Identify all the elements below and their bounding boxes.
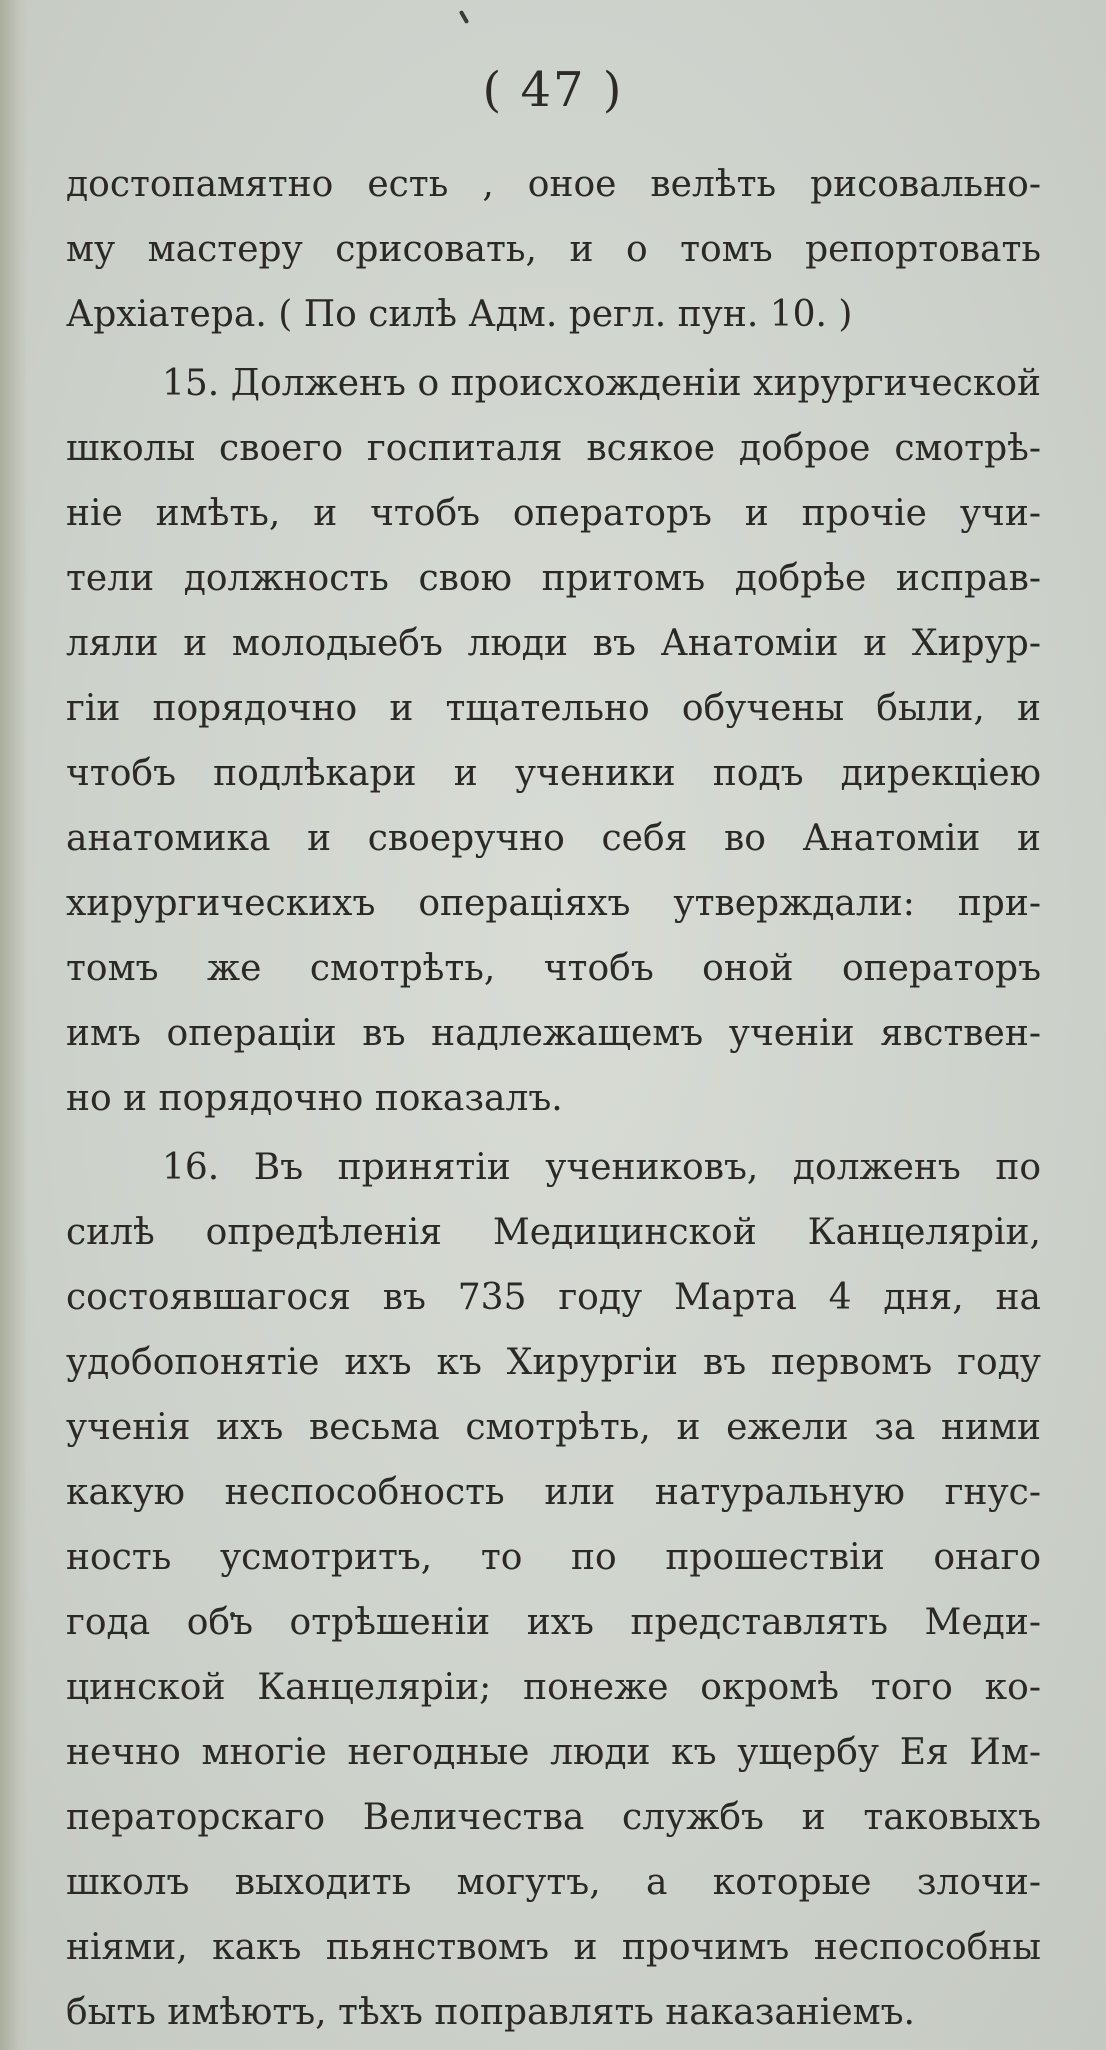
text-line: му мастеру срисовать, и о томъ репортовать — [66, 229, 1041, 270]
text-line: школъ выходить могутъ, а которые злочи- — [66, 1862, 1041, 1903]
text-line: ператорскаго Величества службъ и таковыхъ — [66, 1797, 1041, 1838]
text-line: удобопонятіе ихъ къ Хирургіи въ первомъ году — [66, 1342, 1041, 1383]
text-line: ніе имѣть, и чтобъ операторъ и прочіе учи- — [66, 493, 1041, 534]
text-line: силѣ опредѣленія Медицинской Канцеляріи, — [66, 1212, 1041, 1253]
page-edge-shadow — [0, 0, 28, 2050]
text-line: анатомика и своеручно себя во Анатоміи и — [66, 818, 1041, 859]
text-line: ность усмотритъ, то по прошествіи онаго — [66, 1537, 1041, 1578]
text-line: ученія ихъ весьма смотрѣть, и ежели за ними — [66, 1407, 1041, 1448]
text-line: гіи порядочно и тщательно обучены были, и — [66, 688, 1041, 729]
page-number: ( 47 ) — [482, 62, 624, 118]
body-text — [66, 152, 1041, 2045]
paragraph-16-start: 16. Въ принятіи учениковъ, долженъ по — [162, 1147, 1041, 1188]
text-line: достопамятно есть , оное велѣть рисовально- — [66, 164, 1041, 205]
text-line: чтобъ подлѣкари и ученики подъ дирекціею — [66, 753, 1041, 794]
text-line: какую неспособность или натуральную гнус- — [66, 1472, 1041, 1513]
text-line: томъ же смотрѣть, чтобъ оной операторъ — [66, 948, 1041, 989]
text-line: года объ отрѣшеніи ихъ представлять Меди- — [66, 1602, 1041, 1643]
text-line: нечно многіе негодные люди къ ущербу Ея Им- — [66, 1732, 1041, 1773]
text-line: ляли и молодыебъ люди въ Анатоміи и Хирур- — [66, 623, 1041, 664]
text-line: состоявшагося въ 735 году Марта 4 дня, на — [66, 1277, 1041, 1318]
text-line: Архіатера. ( По силѣ Адм. регл. пун. 10. ) — [66, 294, 853, 335]
paragraph-15-start: 15. Долженъ о происхожденіи хирургической — [162, 363, 1041, 404]
text-line: цинской Канцеляріи; понеже окромѣ того ко- — [66, 1667, 1041, 1708]
text-line: школы своего госпиталя всякое доброе смотрѣ- — [66, 428, 1041, 469]
text-line: но и порядочно показалъ. — [66, 1078, 563, 1119]
text-line: быть имѣютъ, тѣхъ поправлять наказаніемъ. — [66, 1992, 915, 2033]
text-line: имъ операціи въ надлежащемъ ученіи явствен- — [66, 1013, 1041, 1054]
text-line: хирургическихъ операціяхъ утверждали: при- — [66, 883, 1041, 924]
text-line: ніями, какъ пьянствомъ и прочимъ неспособны — [66, 1927, 1041, 1968]
text-line: тели должность свою притомъ добрѣе исправ- — [66, 558, 1041, 599]
ink-mark — [459, 10, 469, 24]
